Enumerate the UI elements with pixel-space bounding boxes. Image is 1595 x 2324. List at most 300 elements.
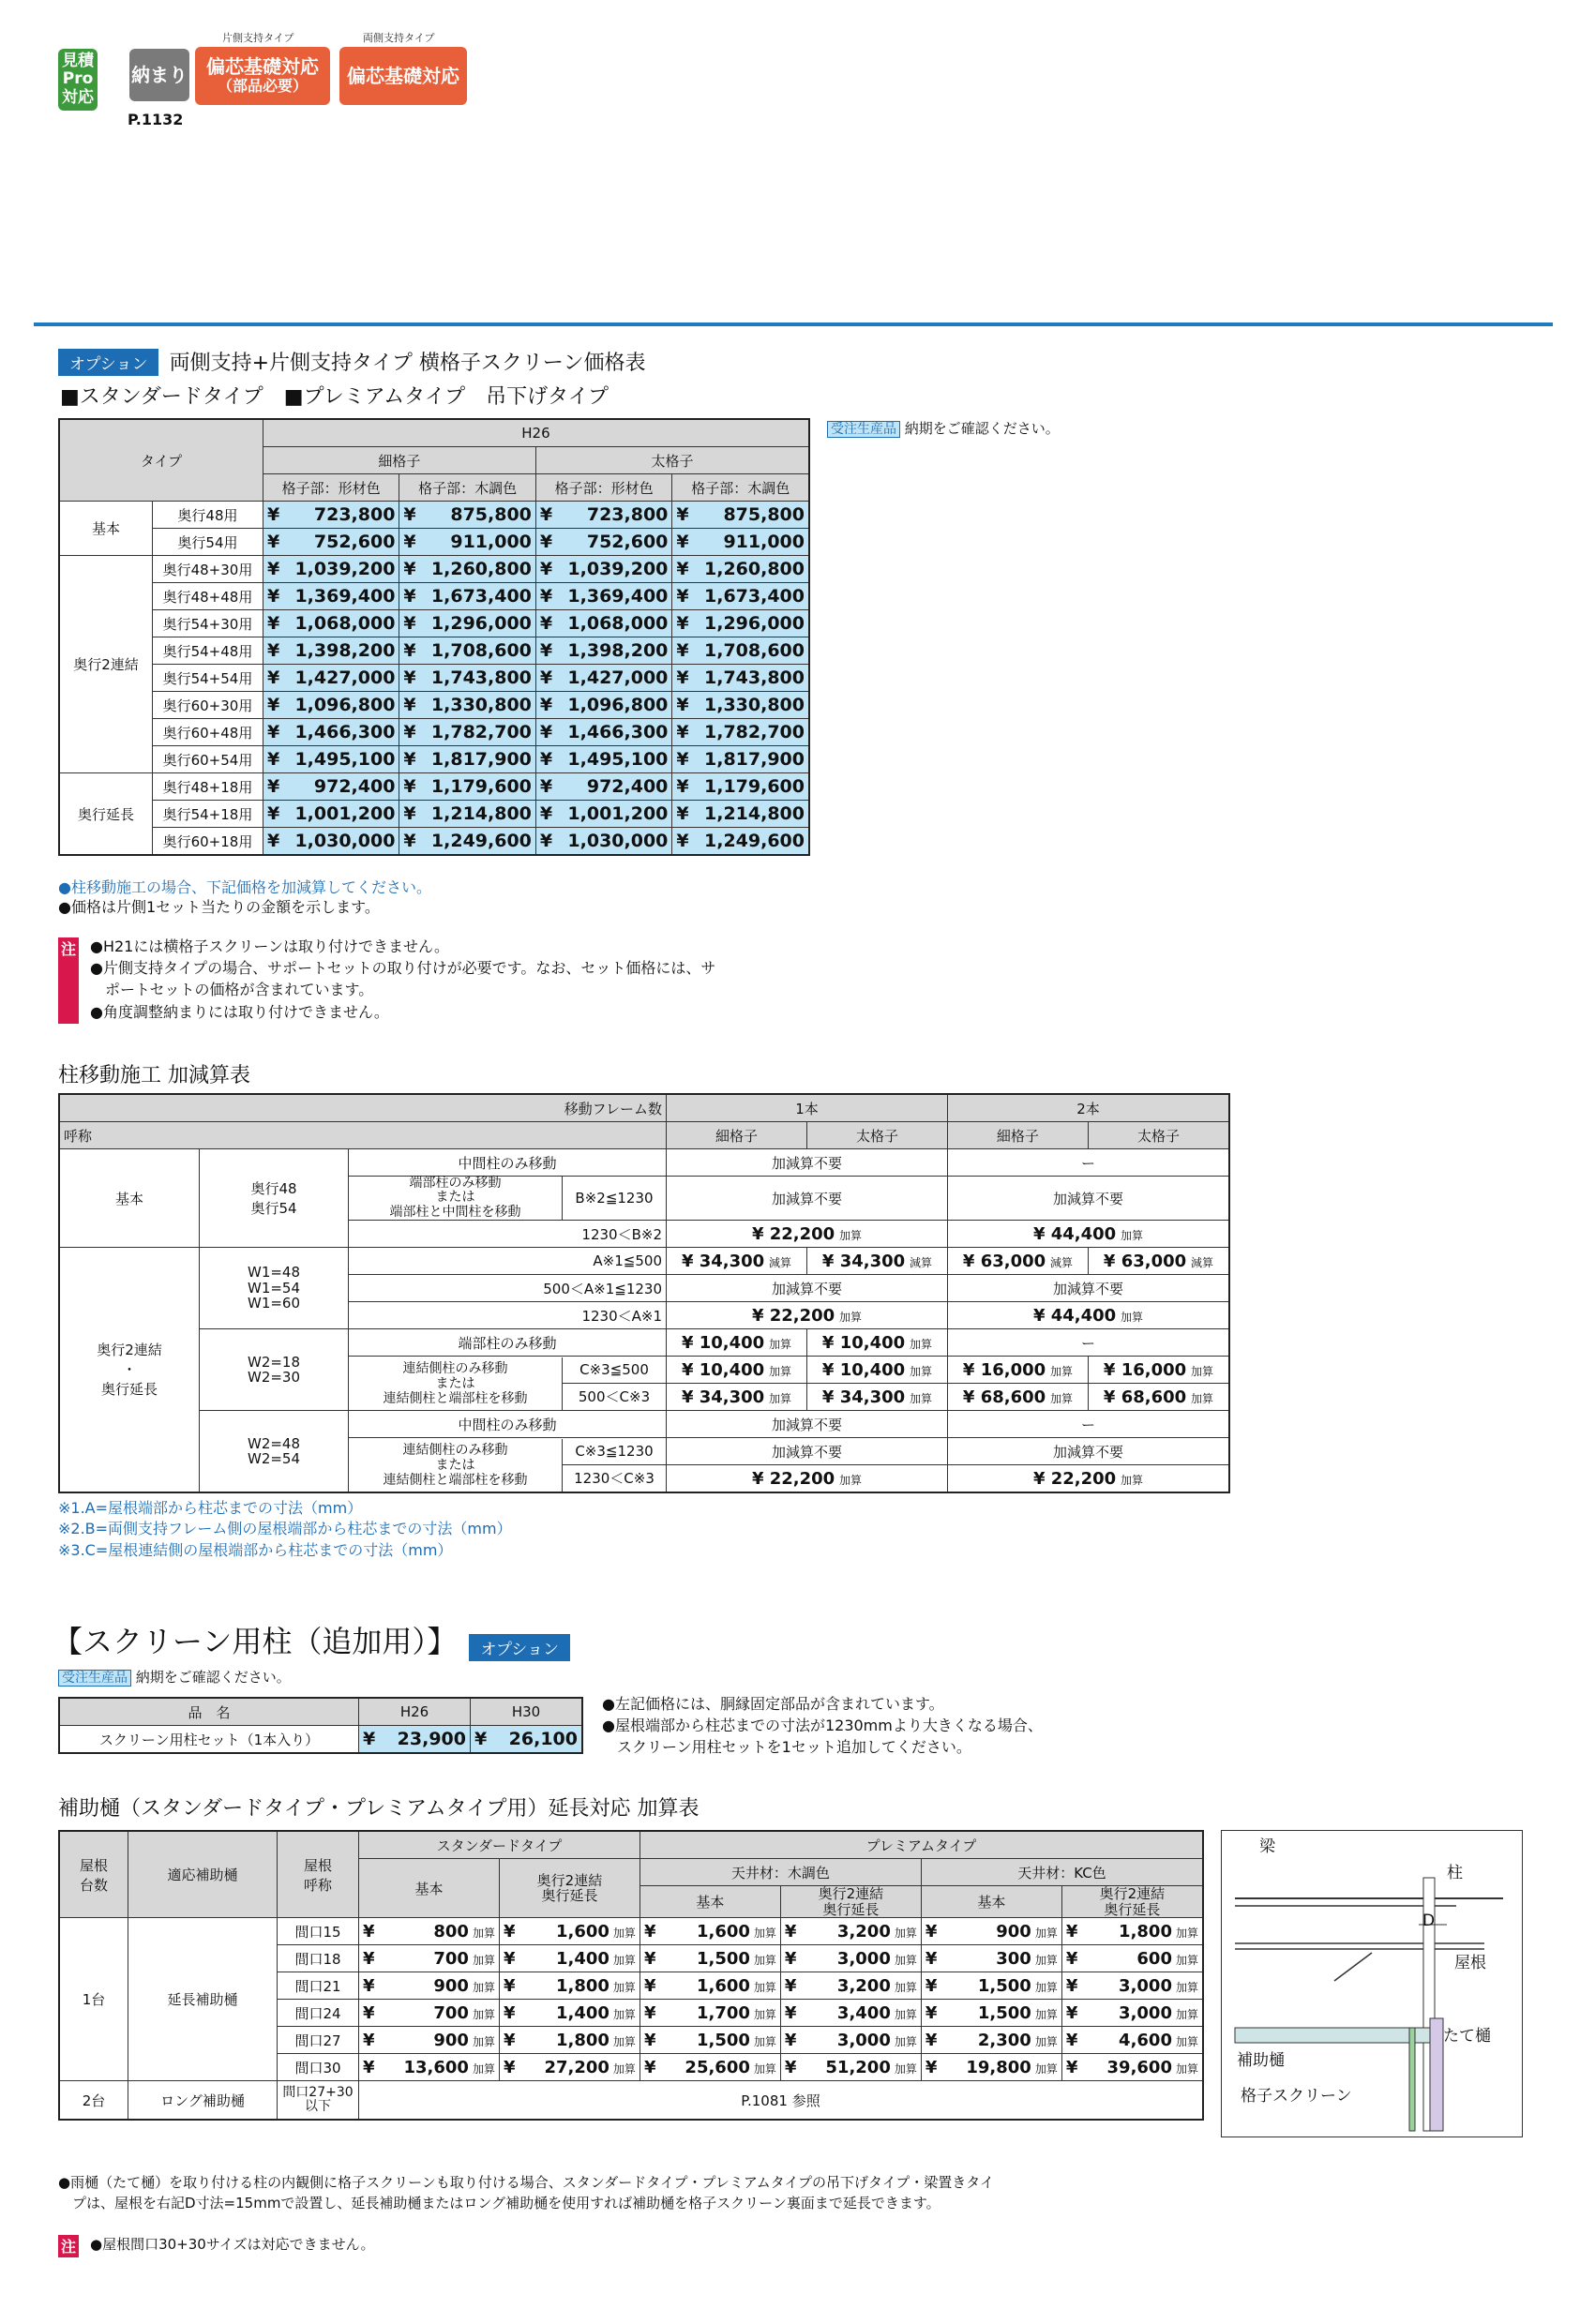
price-cell (672, 665, 809, 692)
v-fuyou-a: 加減算不要 (667, 1149, 948, 1177)
v-22200-b-yen: ¥ (751, 1305, 770, 1326)
price-value: 25,600 (685, 2057, 750, 2077)
h-moku: 天井材：木調色 (640, 1859, 921, 1886)
h-hoso-2: 細格子 (947, 1122, 1088, 1149)
price-cell (263, 828, 399, 856)
v-16000-2-tag: 加算 (1190, 1364, 1213, 1378)
yen-mark: ¥ (1065, 2030, 1078, 2050)
gutter-price (359, 2054, 500, 2081)
h-kc: 天井材：KC色 (921, 1859, 1203, 1886)
gutter-price (359, 1972, 500, 2000)
yen-mark: ¥ (1065, 1975, 1078, 1996)
v-dash-c: ー (947, 1411, 1229, 1438)
henshin-badge-2: 偏芯基礎対応 (339, 47, 467, 105)
table-row (59, 828, 809, 856)
price-value: 1,001,200 (294, 803, 396, 824)
v-34300-k1 (667, 1384, 807, 1411)
row-label: 間口30 (278, 2054, 359, 2081)
v-44400-a-num: 44,400 (1050, 1223, 1117, 1244)
price-value: 911,000 (723, 532, 805, 552)
footnote-3: ※3.C=屋根連結側の屋根端部から柱芯までの寸法（mm） (58, 1540, 453, 1559)
price-value: 1,068,000 (567, 613, 669, 634)
v-fuyou-h: 加減算不要 (947, 1438, 1229, 1465)
col-kata-2: 格子部：形材色 (535, 474, 671, 502)
price-value: 1,782,700 (430, 722, 532, 742)
kasan-tag: 加算 (894, 2034, 917, 2048)
price-value: 3,200 (836, 1921, 891, 1942)
gutter-price (640, 1945, 780, 1972)
row-label: 奥行48+48用 (153, 583, 263, 610)
price-value: 1,708,600 (704, 640, 805, 661)
row-label: 奥行60+54用 (153, 746, 263, 773)
price-value: 1,001,200 (567, 803, 669, 824)
col-futo: 太格子 (535, 447, 809, 474)
h-kc-ren: 奥行2連結 奥行延長 (1061, 1886, 1203, 1918)
price-value: 1,400 (555, 2002, 609, 2023)
gutter-price (499, 1972, 640, 2000)
badge-caption-1: 片側支持タイプ (222, 32, 294, 44)
gutter-price (1061, 2000, 1203, 2027)
v-16000-2-num: 16,000 (1121, 1359, 1187, 1380)
gutter-price (499, 2054, 640, 2081)
gutter-price (359, 2000, 500, 2027)
v-63000-g1-tag: 減算 (1049, 1255, 1073, 1269)
pole-note-1: ●左記価格には、胴縁固定部品が含まれています。 (602, 1695, 944, 1713)
r-w1: W1=48 W1=54 W1=60 (200, 1248, 349, 1329)
price-value: 1,800 (555, 2030, 609, 2050)
price-value: 1,673,400 (430, 586, 532, 607)
table-row (59, 502, 809, 529)
caution-mark-2: 注 (58, 2235, 79, 2257)
v-63000-g1 (947, 1248, 1088, 1275)
kasan-tag: 加算 (894, 2007, 917, 2021)
price-value: 1,800 (555, 1975, 609, 1996)
v-63000-g2 (1088, 1248, 1229, 1275)
yen-mark: ¥ (363, 1921, 375, 1942)
kasan-tag: 加算 (612, 1953, 636, 1967)
price-value: 1,330,800 (704, 695, 805, 715)
price-value: 1,296,000 (704, 613, 805, 634)
r-tanbu: 端部柱のみ移動 または 端部柱と中間柱を移動 (389, 1176, 521, 1220)
yen-mark: ¥ (363, 2002, 375, 2023)
price-value: 700 (433, 2002, 469, 2023)
v-34300-k2-yen: ¥ (821, 1387, 840, 1407)
r-renketsu-move-b (349, 1438, 667, 1493)
screen-shape (1409, 2028, 1415, 2131)
price-value: 1,096,800 (567, 695, 669, 715)
price-cell (672, 828, 809, 856)
yen-mark: ¥ (363, 1948, 375, 1969)
yen-mark: ¥ (643, 2057, 656, 2077)
price-value: 1,500 (696, 1948, 750, 1969)
yen-mark: ¥ (539, 695, 553, 715)
kasan-tag: 加算 (1034, 2007, 1058, 2021)
v-68600-1-tag: 加算 (1049, 1391, 1073, 1405)
r-renketsu-move-a-label: 連結側柱のみ移動 または 連結側柱と端部柱を移動 (383, 1360, 528, 1406)
kasan-tag: 加算 (1034, 1926, 1058, 1940)
yen-mark: ¥ (363, 2057, 375, 2077)
price-value: 875,800 (723, 504, 805, 525)
juchu-text-2: 納期をご確認ください。 (135, 1669, 291, 1686)
pole-notes (602, 1693, 1043, 1759)
henshin-badge-1-line1: 偏芯基礎対応 (206, 55, 319, 79)
gutter-price (640, 2054, 780, 2081)
price-value: 1,743,800 (430, 667, 532, 688)
yen-mark: ¥ (539, 532, 553, 552)
row-label: 間口21 (278, 1972, 359, 2000)
yen-mark: ¥ (1065, 1948, 1078, 1969)
gutter-price (921, 1918, 1061, 1945)
yen-mark: ¥ (784, 2002, 797, 2023)
row-label: 奥行60+18用 (153, 828, 263, 856)
price-value: 1,466,300 (567, 722, 669, 742)
r-okuyuki: 奥行48 奥行54 (200, 1149, 349, 1248)
r-chukan-b: 中間柱のみ移動 (349, 1411, 667, 1438)
yen-mark: ¥ (403, 776, 416, 797)
price-value: 800 (433, 1921, 469, 1942)
label-hojotoi: 補助樋 (1237, 2051, 1285, 2070)
gutter-notes (58, 2173, 994, 2214)
gutter-price (499, 1918, 640, 1945)
table-row (59, 719, 809, 746)
v-16000-2 (1088, 1357, 1229, 1384)
h-moku-kihon: 基本 (640, 1886, 780, 1918)
r-renketsu-move-b-label: 連結側柱のみ移動 または 連結側柱と端部柱を移動 (383, 1442, 528, 1488)
yen-mark: ¥ (266, 504, 280, 525)
yen-mark: ¥ (403, 640, 416, 661)
v-68600-1 (947, 1384, 1088, 1411)
yen-mark: ¥ (403, 504, 416, 525)
price-cell (399, 529, 535, 556)
row-label: 奥行54+48用 (153, 637, 263, 665)
price-cell (263, 529, 399, 556)
price-value: 1,708,600 (430, 640, 532, 661)
caution-4: ●角度調整納まりには取り付けできません。 (90, 1002, 389, 1021)
h-pre: プレミアムタイプ (640, 1831, 1203, 1859)
v-44400-b-tag: 加算 (1120, 1310, 1143, 1324)
r-renketsu: 奥行2連結 ・ 奥行延長 (59, 1248, 200, 1493)
price-value: 723,800 (586, 504, 669, 525)
col-type: タイプ (59, 419, 263, 502)
yen-mark: ¥ (925, 1975, 938, 1996)
v-22200-a-yen: ¥ (751, 1223, 770, 1244)
price-value: 900 (996, 1921, 1031, 1942)
r-long: ロング補助樋 (128, 2081, 278, 2121)
yen-mark: ¥ (643, 2002, 656, 2023)
price-h30 (471, 1726, 583, 1754)
v-63000-g1-num: 63,000 (980, 1251, 1046, 1271)
yen-mark: ¥ (403, 722, 416, 742)
gutter-price (359, 2027, 500, 2054)
price-h26 (359, 1726, 471, 1754)
v-22200-c-yen: ¥ (751, 1468, 770, 1489)
col-kata-1: 格子部：形材色 (263, 474, 399, 502)
kasan-tag: 加算 (753, 2007, 776, 2021)
price-cell (535, 692, 671, 719)
yen-mark: ¥ (539, 613, 553, 634)
kasan-tag: 加算 (1175, 2007, 1198, 2021)
price-value: 1,427,000 (567, 667, 669, 688)
kasan-tag: 加算 (612, 2062, 636, 2076)
yen-mark: ¥ (503, 1948, 516, 1969)
footnote-1: ※1.A=屋根端部から柱芯までの寸法（mm） (58, 1499, 363, 1517)
r-kihon: 基本 (59, 1149, 200, 1248)
price-value: 3,000 (836, 1948, 891, 1969)
yen-mark: ¥ (266, 749, 280, 770)
yen-mark: ¥ (403, 586, 416, 607)
yen-mark: ¥ (266, 586, 280, 607)
gutter-price (921, 1945, 1061, 1972)
gutter-price (359, 1918, 500, 1945)
label-d: D (1422, 1912, 1436, 1930)
v-10400-a2 (806, 1329, 947, 1357)
yen-mark: ¥ (266, 831, 280, 851)
gutter-price (1061, 1945, 1203, 1972)
kasan-tag: 加算 (1034, 1980, 1058, 1994)
yen-mark: ¥ (925, 2030, 938, 2050)
price-cell (672, 719, 809, 746)
note-price: ●価格は片側1セット当たりの金額を示します。 (58, 898, 380, 916)
r-c1: C※3≦500 (563, 1357, 666, 1385)
price-value: 1,500 (977, 1975, 1031, 1996)
pole-note-3: スクリーン用柱セットを1セット追加してください。 (602, 1738, 971, 1757)
yen-mark: ¥ (403, 831, 416, 851)
r-c4: 1230＜C※3 (574, 1470, 655, 1488)
price-cell (535, 529, 671, 556)
yen-mark: ¥ (266, 695, 280, 715)
price-cell (263, 502, 399, 529)
pole-table (58, 1697, 583, 1754)
price-value: 1,214,800 (430, 803, 532, 824)
price-value: 1,249,600 (430, 831, 532, 851)
price-value: 1,500 (696, 2030, 750, 2050)
caution-2: ●片側支持タイプの場合、サポートセットの取り付けが必要です。なお、セット価格には、サ (90, 959, 716, 978)
yen-mark: ¥ (266, 776, 280, 797)
v-63000-g2-num: 63,000 (1121, 1251, 1187, 1271)
price-value: 1,800 (1119, 1921, 1172, 1942)
kasan-tag: 加算 (894, 2062, 917, 2076)
table-row (59, 583, 809, 610)
gutter-price (1061, 1918, 1203, 1945)
yen-mark: ¥ (266, 613, 280, 634)
v-10400-b2 (806, 1357, 947, 1384)
r-a1: A※1≦500 (349, 1248, 667, 1275)
v-34300-g2-tag: 減算 (909, 1255, 932, 1269)
price-cell (672, 801, 809, 828)
row-label: 奥行54用 (153, 529, 263, 556)
kasan-tag: 加算 (472, 2034, 495, 2048)
yen-mark: ¥ (784, 2057, 797, 2077)
v-44400-a-yen: ¥ (1032, 1223, 1051, 1244)
price-cell (672, 583, 809, 610)
price-value: 300 (996, 1948, 1031, 1969)
price-value: 1,260,800 (704, 559, 805, 579)
mitsumori-pro-badge: 見積Pro 対応 (58, 49, 98, 111)
v-10400-a2-tag: 加算 (909, 1337, 932, 1351)
row-label: 奥行60+48用 (153, 719, 263, 746)
r-w2a: W2=18 W2=30 (200, 1329, 349, 1411)
v-fuyou-e: 加減算不要 (947, 1275, 1229, 1302)
yen-mark: ¥ (266, 640, 280, 661)
r-c-box-a (562, 1357, 666, 1410)
table-row (59, 746, 809, 773)
r-a2: 500＜A※1≦1230 (349, 1275, 667, 1302)
kasan-tag: 加算 (1175, 1980, 1198, 1994)
group-label: 奥行2連結 (59, 556, 153, 773)
kasan-tag: 加算 (1175, 1926, 1198, 1940)
v-10400-b2-num: 10,400 (839, 1359, 906, 1380)
price-cell (535, 583, 671, 610)
section2-title: 柱移動施工 加減算表 (58, 1064, 250, 1087)
yen-mark: ¥ (643, 1975, 656, 1996)
v-44400-a-tag: 加算 (1120, 1228, 1143, 1242)
price-value: 4,600 (1119, 2030, 1172, 2050)
col-moku-1: 格子部：木調色 (399, 474, 535, 502)
v-22200-c-tag: 加算 (838, 1473, 862, 1487)
gutter-price (921, 2000, 1061, 2027)
yen-mark: ¥ (539, 559, 553, 579)
price-value: 1,398,200 (567, 640, 669, 661)
yen-mark: ¥ (266, 667, 280, 688)
table-row (59, 529, 809, 556)
v-44400-b-num: 44,400 (1050, 1305, 1117, 1326)
yen-mark: ¥ (1065, 1921, 1078, 1942)
price-value: 3,000 (1119, 2002, 1172, 2023)
price-value: 1,427,000 (294, 667, 396, 688)
v-63000-g1-yen: ¥ (962, 1251, 981, 1271)
label-tatetoi: たて樋 (1443, 2027, 1491, 2046)
price-value: 1,296,000 (430, 613, 532, 634)
v-68600-2 (1088, 1384, 1229, 1411)
yen-mark: ¥ (503, 2030, 516, 2050)
yen-mark: ¥ (403, 532, 416, 552)
price-cell (535, 665, 671, 692)
h-name: 品 名 (59, 1698, 359, 1726)
v-22200-b-num: 22,200 (769, 1305, 835, 1326)
section1-heading (58, 347, 645, 376)
price-cell (399, 583, 535, 610)
price-cell (672, 637, 809, 665)
table-row (59, 556, 809, 583)
footnotes-2 (58, 1498, 512, 1561)
yen-mark: ¥ (363, 1975, 375, 1996)
gutter-price (640, 1972, 780, 2000)
yen-mark: ¥ (925, 2002, 938, 2023)
price-cell (535, 502, 671, 529)
gutter-diagram (1221, 1830, 1523, 2137)
yen-mark: ¥ (676, 532, 689, 552)
yen-mark: ¥ (539, 504, 553, 525)
col-h26: H26 (263, 419, 809, 447)
yen-mark: ¥ (676, 613, 689, 634)
v-10400-b1-tag: 加算 (769, 1364, 792, 1378)
v-fuyou-c: 加減算不要 (947, 1177, 1229, 1221)
price-cell (672, 529, 809, 556)
v-22200-c-num: 22,200 (769, 1468, 835, 1489)
price-value: 1,673,400 (704, 586, 805, 607)
row-label: 奥行54+54用 (153, 665, 263, 692)
yen-mark: ¥ (676, 640, 689, 661)
h-two: 2本 (947, 1094, 1229, 1122)
price-value: 51,200 (825, 2057, 891, 2077)
price-value: 1,369,400 (294, 586, 396, 607)
price-value: 1,782,700 (704, 722, 805, 742)
price-cell (535, 773, 671, 801)
kasan-tag: 加算 (1175, 1953, 1198, 1967)
kasan-tag: 加算 (1034, 1953, 1058, 1967)
price-cell (399, 556, 535, 583)
note-blue: ●柱移動施工の場合、下記価格を加減算してください。 (58, 878, 431, 896)
v-44400-a (947, 1221, 1229, 1248)
yen-mark: ¥ (676, 722, 689, 742)
price-cell (399, 773, 535, 801)
h-std-ren: 奥行2連結 奥行延長 (499, 1859, 640, 1918)
yen-mark: ¥ (403, 559, 416, 579)
price-cell (263, 719, 399, 746)
r-chukan: 中間柱のみ移動 (349, 1149, 667, 1177)
caution-list-1 (90, 936, 715, 1023)
yen-mark: ¥ (1065, 2002, 1078, 2023)
v-34300-k2-num: 34,300 (839, 1387, 906, 1407)
yen-mark: ¥ (363, 2030, 375, 2050)
price-cell (263, 746, 399, 773)
h-toi: 適応補助樋 (128, 1831, 278, 1918)
yen-mark: ¥ (676, 831, 689, 851)
price-value: 1,600 (555, 1921, 609, 1942)
v-16000-1 (947, 1357, 1088, 1384)
v-10400-b1 (667, 1357, 807, 1384)
v-34300-g2 (806, 1248, 947, 1275)
price-cell (263, 583, 399, 610)
price-value: 1,600 (696, 1975, 750, 1996)
price-cell (263, 665, 399, 692)
gutter-price (1061, 2054, 1203, 2081)
kasan-tag: 加算 (894, 1926, 917, 1940)
kasan-tag: 加算 (753, 1953, 776, 1967)
section3-heading (53, 1618, 570, 1661)
kasan-tag: 加算 (472, 2007, 495, 2021)
price-table (58, 418, 810, 856)
yen-mark: ¥ (676, 504, 689, 525)
r-m2730: 間口27+30 以下 (278, 2081, 359, 2121)
price-cell (399, 828, 535, 856)
v-dash-a: ー (947, 1149, 1229, 1177)
r-c-box-b (562, 1439, 666, 1492)
yen-mark: ¥ (539, 640, 553, 661)
yen-mark: ¥ (503, 2057, 516, 2077)
price-value: 723,800 (313, 504, 396, 525)
price-value: 1,330,800 (430, 695, 532, 715)
option-tag-2: オプション (469, 1634, 569, 1661)
price-cell (399, 665, 535, 692)
v-34300-g2-yen: ¥ (821, 1251, 840, 1271)
price-cell (672, 556, 809, 583)
yen-mark: ¥ (266, 722, 280, 742)
price-value: 1,500 (977, 2002, 1031, 2023)
v-34300-k2 (806, 1384, 947, 1411)
yen-mark: ¥ (643, 2030, 656, 2050)
price-value: 900 (433, 2030, 469, 2050)
caution-mark-1: 注 (58, 937, 79, 1024)
yen-mark: ¥ (503, 1921, 516, 1942)
gutter-price (780, 1918, 921, 1945)
henshin-badge-1-line2: （部品必要） (217, 77, 308, 96)
gutter-price (921, 2054, 1061, 2081)
osamari-badge[interactable]: 納まり (129, 49, 189, 101)
v-dash-b: ー (947, 1329, 1229, 1357)
yen-mark: ¥ (784, 1948, 797, 1969)
gutter-price (499, 2000, 640, 2027)
